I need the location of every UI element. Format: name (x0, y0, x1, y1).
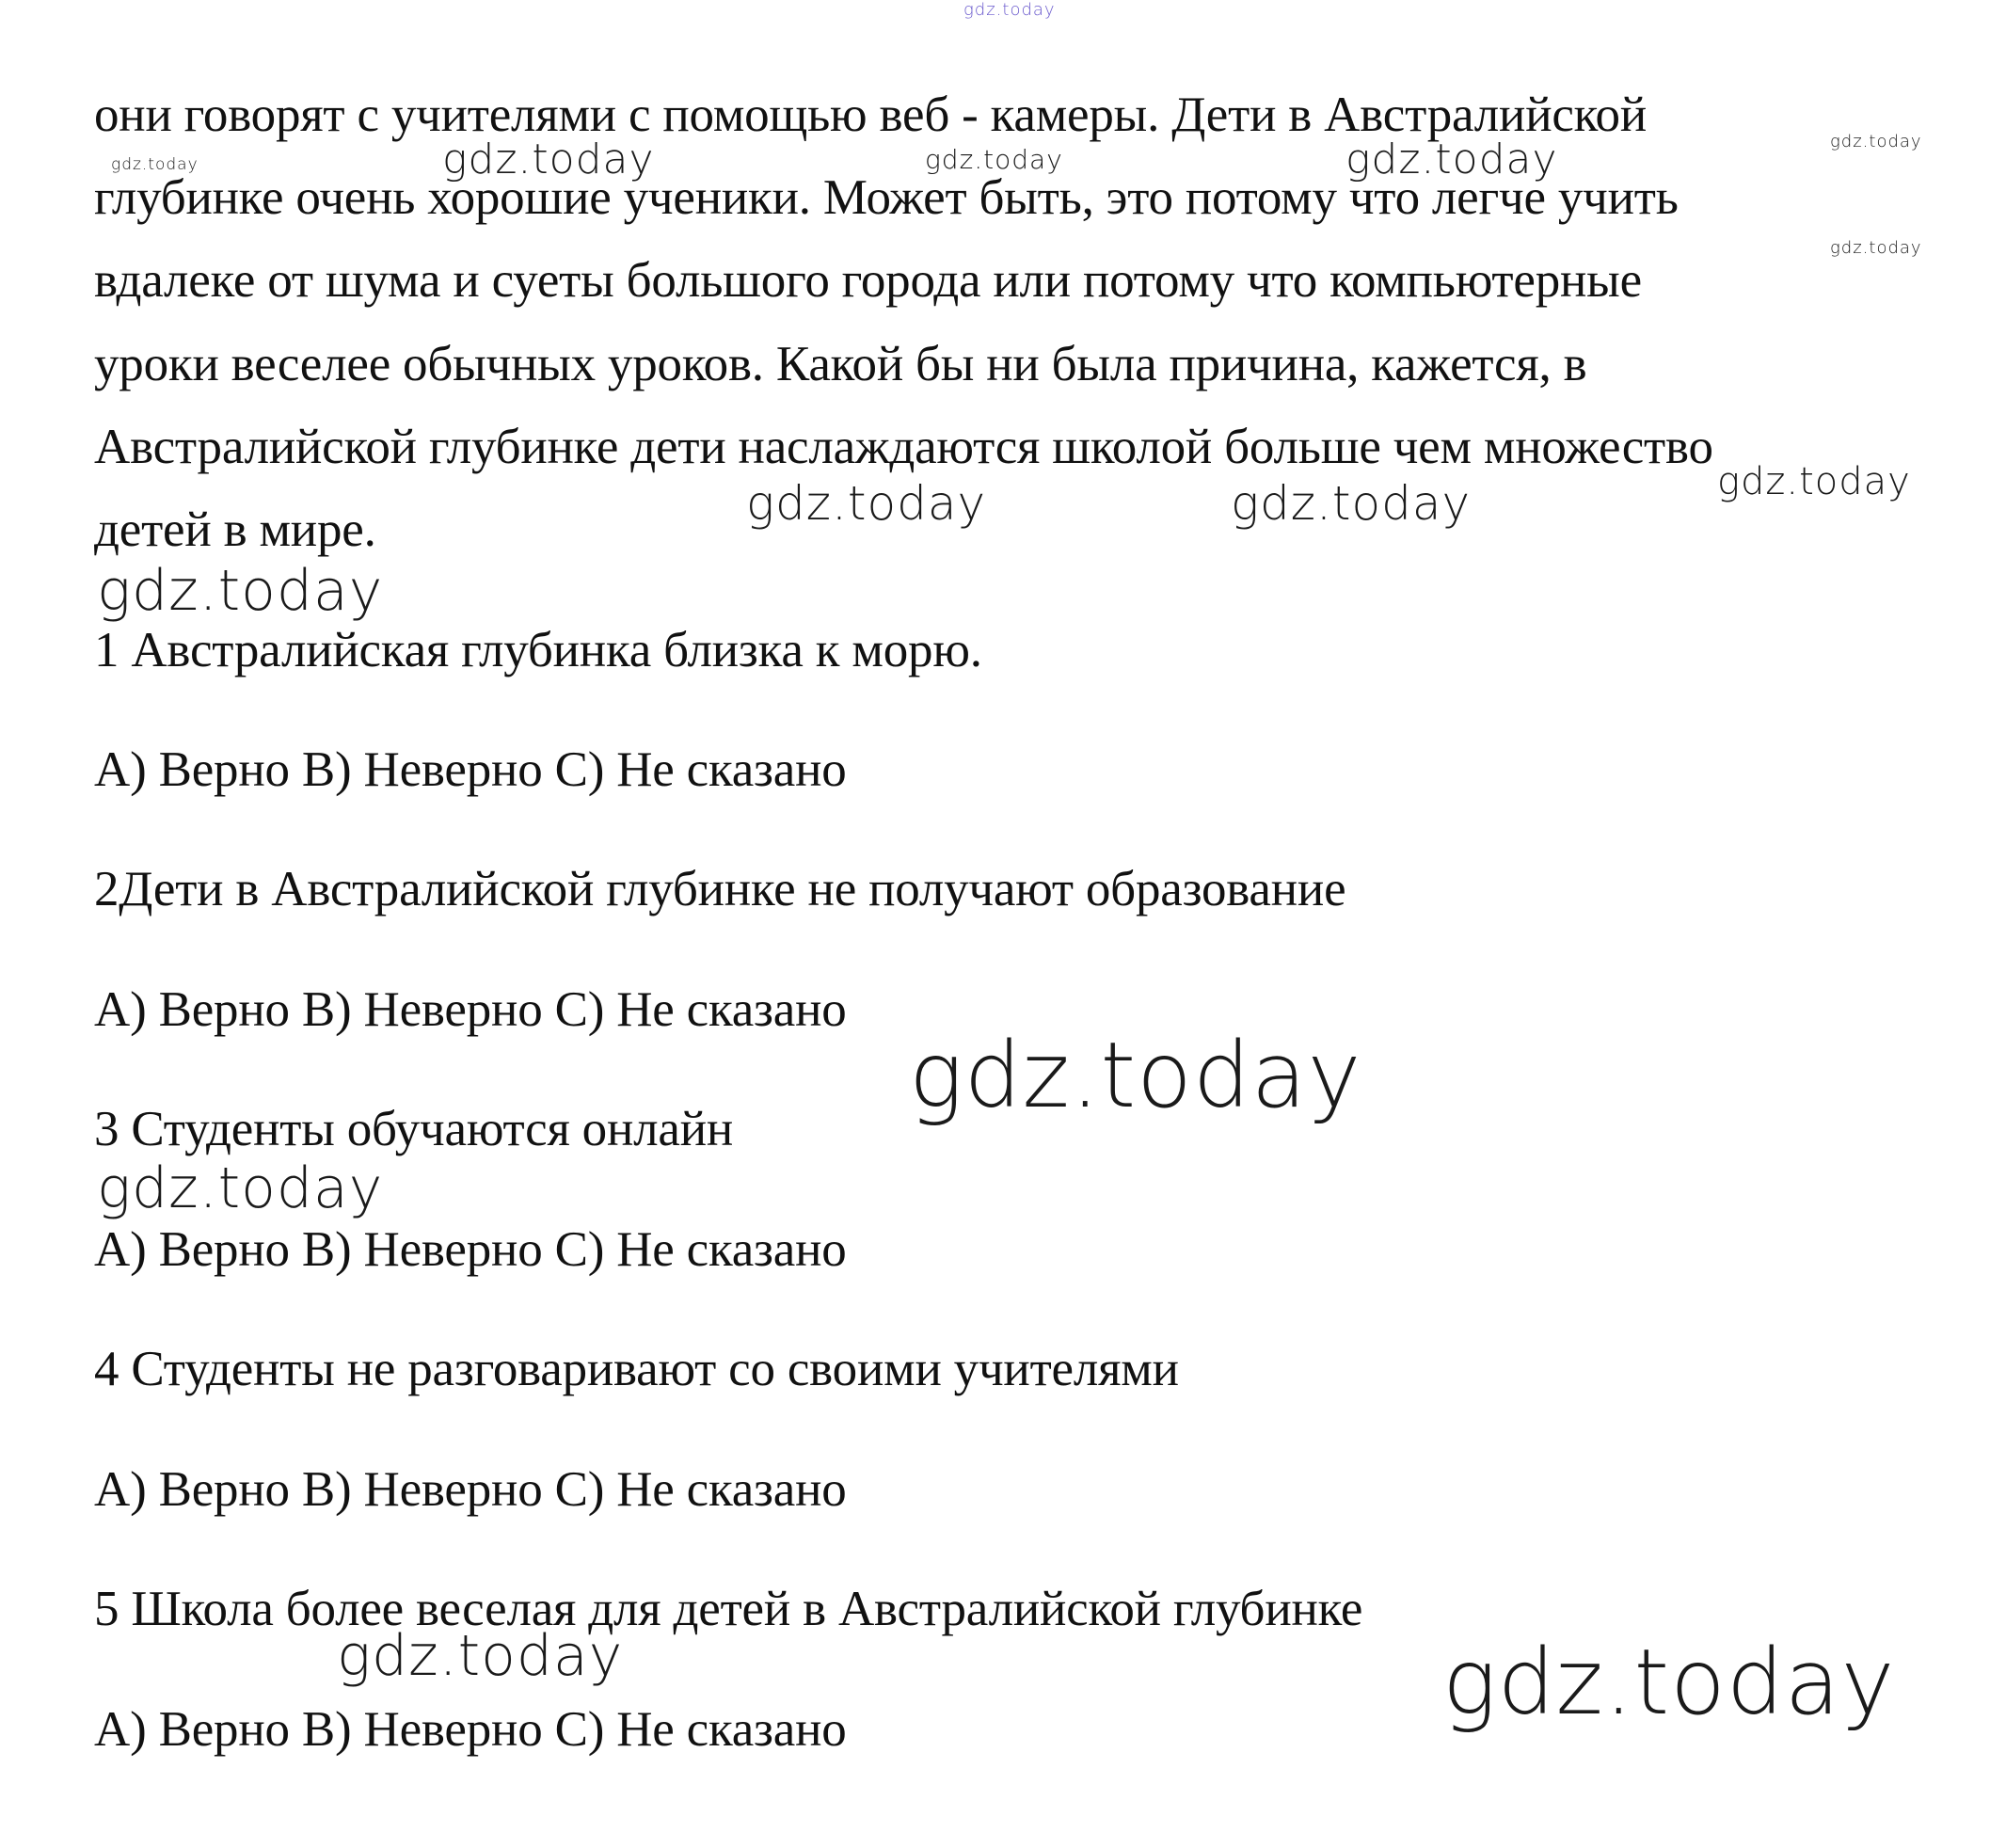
watermark: gdz.today (963, 0, 1056, 20)
watermark: gdz.today (925, 144, 1063, 175)
question-3-statement: 3 Студенты обучаются онлайн (94, 1102, 734, 1156)
passage-line-5: Австралийской глубинке дети наслаждаются школой больше чем множество (94, 420, 1713, 474)
watermark: gdz.today (97, 1155, 384, 1221)
question-2-options: A) Верно B) Неверно C) Не сказано (94, 982, 847, 1037)
watermark: gdz.today (1830, 132, 1922, 151)
question-5-options: A) Верно B) Неверно C) Не сказано (94, 1702, 847, 1757)
question-4-options: A) Верно B) Неверно C) Не сказано (94, 1462, 847, 1517)
watermark: gdz.today (1717, 460, 1911, 503)
passage-line-2: глубинке очень хорошие ученики. Может быть, это потому что легче учить (94, 170, 1679, 225)
watermark: gdz.today (337, 1623, 624, 1689)
question-4-statement: 4 Студенты не разговаривают со своими учителями (94, 1342, 1179, 1396)
question-1-statement: 1 Австралийская глубинка близка к морю. (94, 623, 982, 677)
watermark: gdz.today (909, 1023, 1362, 1128)
watermark: gdz.today (111, 155, 199, 174)
watermark: gdz.today (442, 135, 655, 183)
watermark: gdz.today (1442, 1630, 1896, 1735)
watermark: gdz.today (746, 476, 987, 531)
passage-line-4: уроки веселее обычных уроков. Какой бы ни была причина, кажется, в (94, 337, 1587, 391)
question-3-options: A) Верно B) Неверно C) Не сказано (94, 1222, 847, 1277)
watermark: gdz.today (1830, 238, 1922, 258)
question-2-statement: 2Дети в Австралийской глубинке не получают образование (94, 862, 1346, 916)
passage-line-3: вдалеке от шума и суеты большого города или потому что компьютерные (94, 253, 1642, 308)
watermark: gdz.today (97, 558, 384, 624)
watermark: gdz.today (1345, 135, 1558, 183)
watermark: gdz.today (1231, 476, 1472, 531)
passage-line-6: детей в мире. (94, 502, 376, 557)
question-1-options: A) Верно B) Неверно C) Не сказано (94, 742, 847, 797)
question-5-statement: 5 Школа более веселая для детей в Австралийской глубинке (94, 1582, 1363, 1636)
passage-line-1: они говорят с учителями с помощью веб - камеры. Дети в Австралийской (94, 88, 1647, 142)
